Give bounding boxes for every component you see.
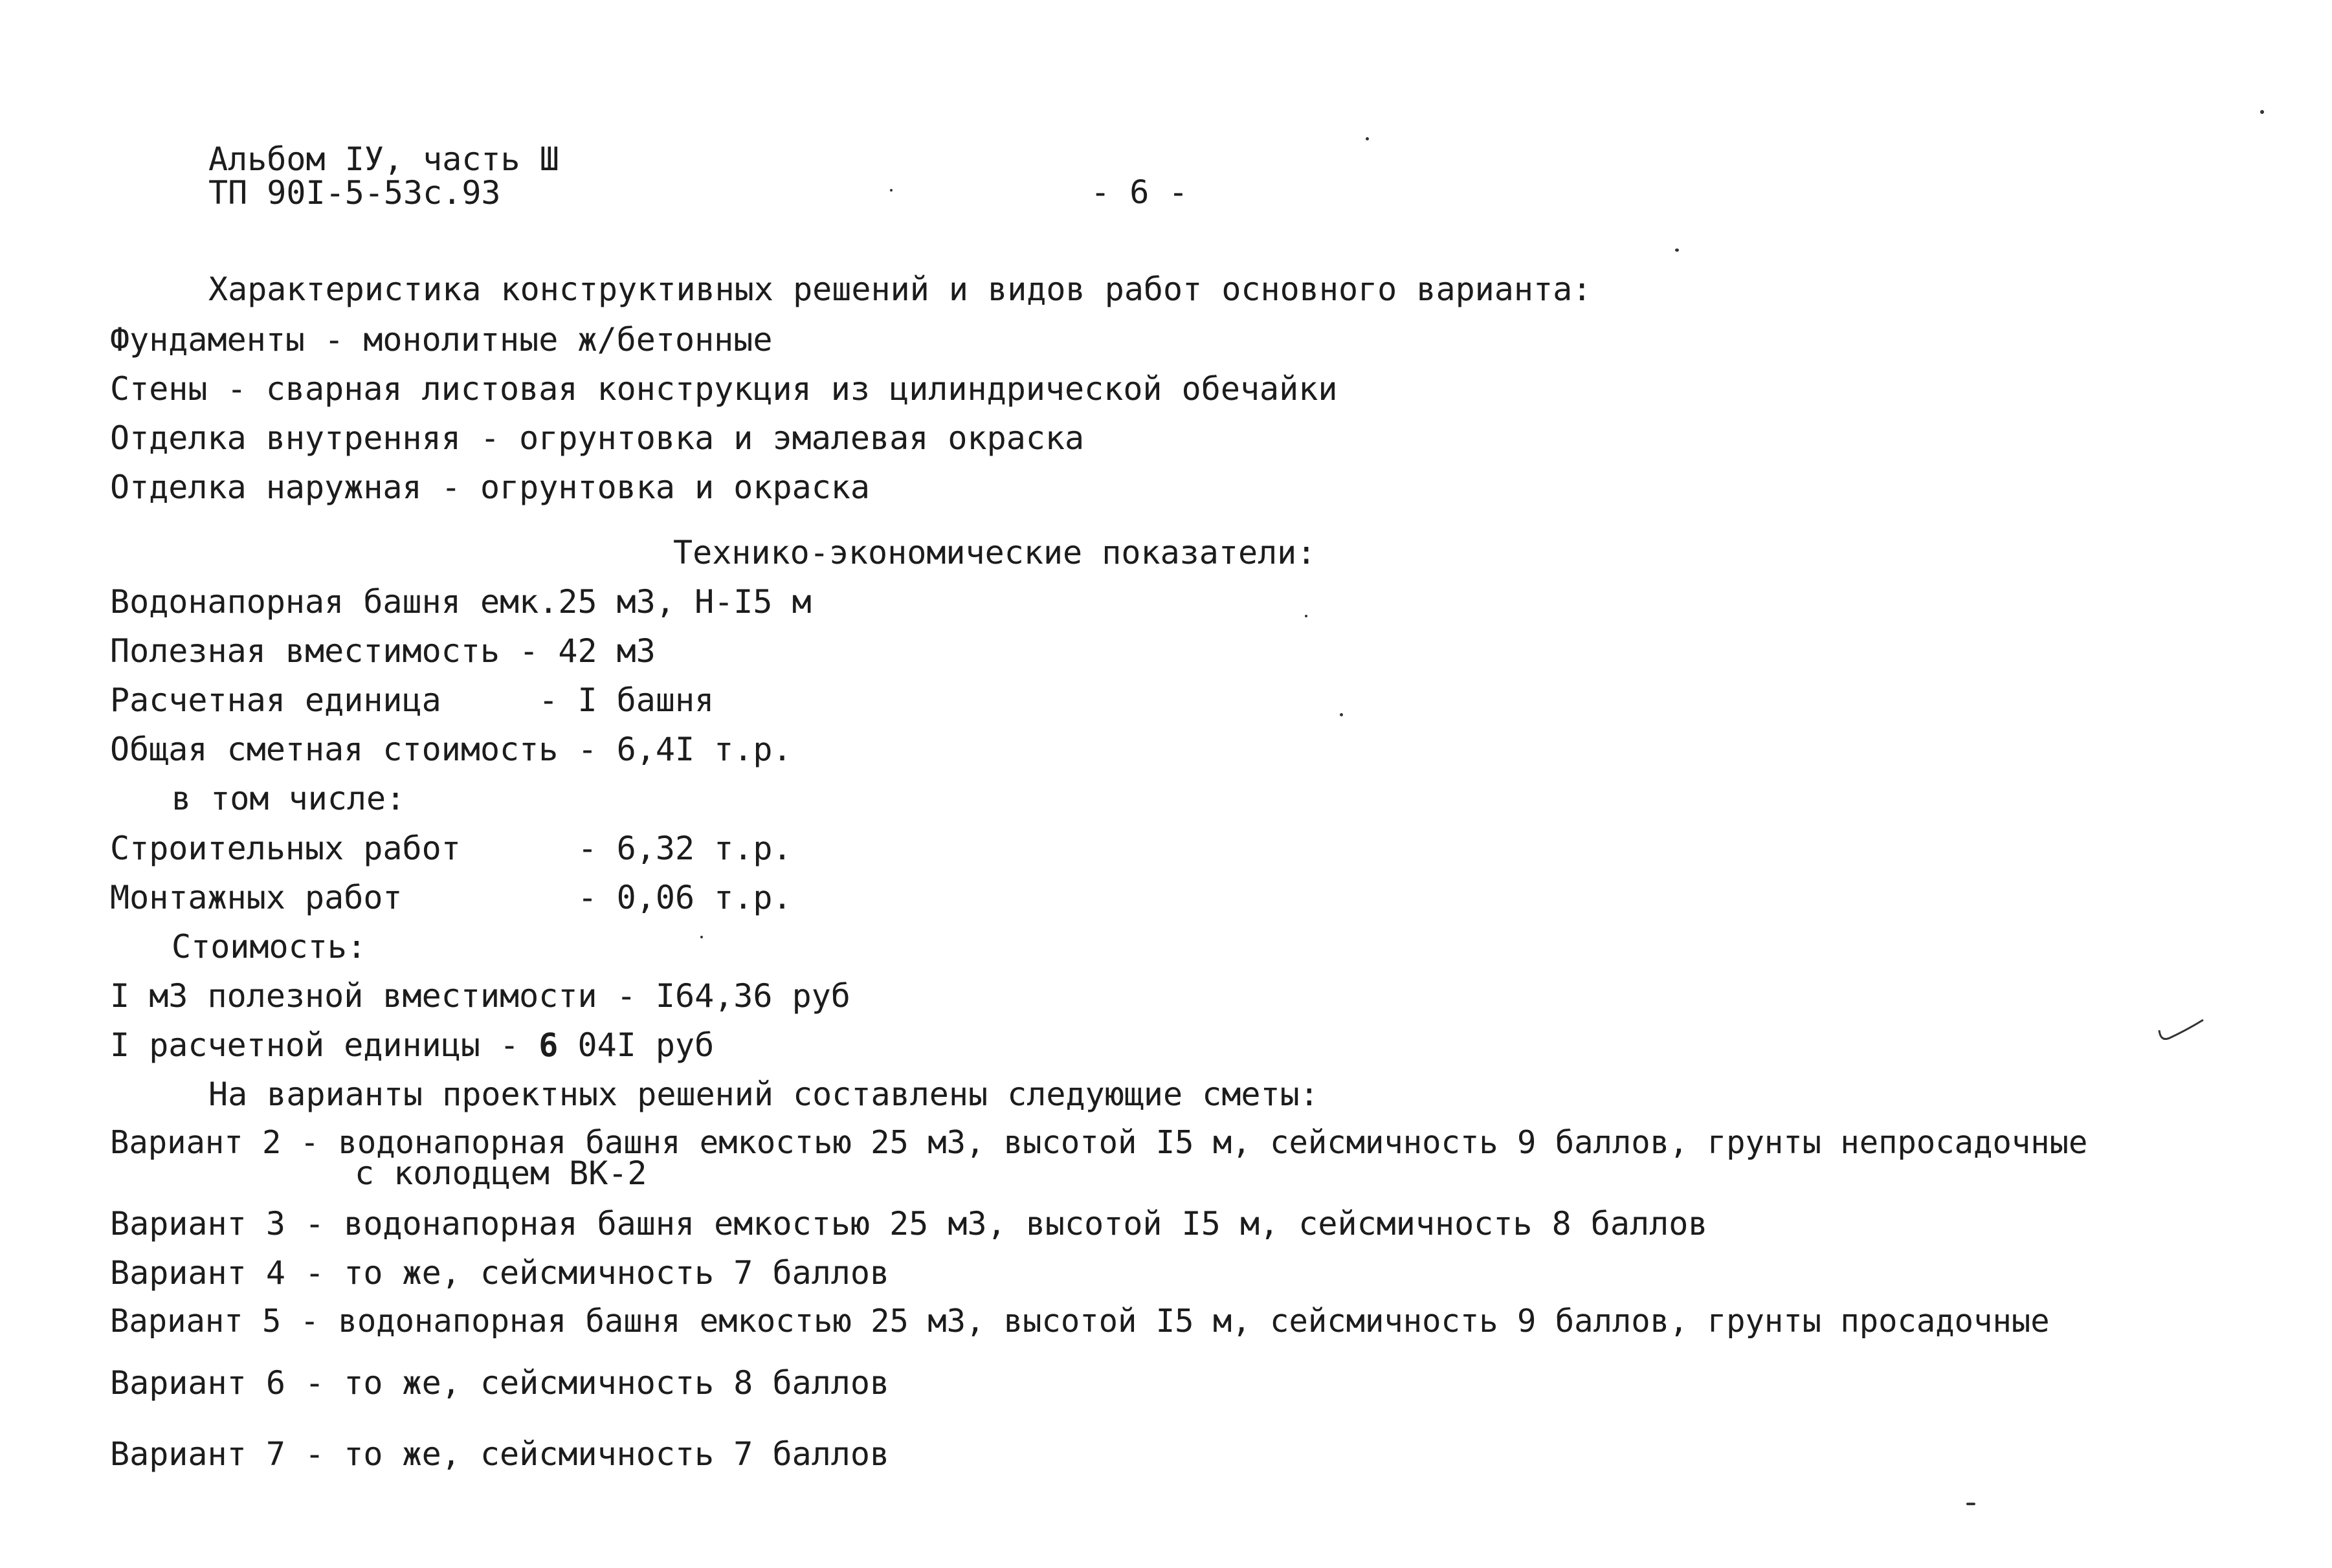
scan-speck [1305, 615, 1307, 617]
variant-5: Вариант 5 - водонапорная башня емкостью 25 м3, высотой I5 м, сейсмичность 9 баллов, грунты просадочные [110, 1303, 2050, 1340]
scan-speck [2260, 110, 2264, 114]
tower-spec: Водонапорная башня емк.25 м3, Н-I5 м [110, 583, 812, 621]
characteristics-title: Характеристика конструктивных решений и видов работ основного варианта: [208, 271, 1592, 308]
variant-3: Вариант 3 - водонапорная башня емкостью 25 м3, высотой I5 м, сейсмичность 8 баллов [110, 1205, 1708, 1242]
variant-7: Вариант 7 - то же, сейсмичность 7 баллов [110, 1435, 890, 1473]
including-label: в том числе: [172, 780, 406, 817]
cost-per-unit [110, 1026, 715, 1064]
scan-speck [1366, 137, 1369, 140]
installation-cost: Монтажных работ - 0,06 т.р. [110, 879, 792, 916]
cost-per-m3: I м3 полезной вместимости - I64,36 руб [110, 977, 850, 1015]
useful-capacity: Полезная вместимость - 42 м3 [110, 632, 656, 670]
cost-per-unit-prefix: I расчетной единицы - [110, 1026, 539, 1064]
scan-speck [890, 189, 893, 192]
characteristics-item-outer-finish: Отделка наружная - огрунтовка и окраска [110, 469, 870, 506]
scan-speck [1340, 713, 1343, 716]
variant-2-line2: с колодцем ВК-2 [355, 1154, 647, 1192]
indicators-title: Технико-экономические показатели: [673, 534, 1316, 571]
variant-6: Вариант 6 - то же, сейсмичность 8 баллов [110, 1364, 890, 1402]
calc-unit: Расчетная единица - I башня [110, 681, 715, 719]
variant-4: Вариант 4 - то же, сейсмичность 7 баллов [110, 1254, 890, 1292]
page-number: - 6 - [1091, 173, 1188, 211]
scan-speck [700, 936, 703, 938]
cost-per-unit-bold: 6 [539, 1026, 559, 1064]
characteristics-item-walls: Стены - сварная листовая конструкция из цилиндрической обечайки [110, 370, 1338, 408]
estimates-title: На варианты проектных решений составлены следующие сметы: [208, 1076, 1319, 1113]
project-code: ТП 90I-5-53с.93 [208, 174, 501, 212]
scan-speck [1675, 248, 1679, 252]
cost-per-unit-suffix: 04I руб [558, 1026, 715, 1064]
cost-label: Стоимость: [172, 928, 367, 966]
characteristics-item-foundations: Фундаменты - монолитные ж/бетонные [110, 321, 773, 359]
total-cost: Общая сметная стоимость - 6,4I т.р. [110, 731, 792, 768]
construction-cost: Строительных работ - 6,32 т.р. [110, 830, 792, 867]
variant-2-line1: Вариант 2 - водонапорная башня емкостью 25 м3, высотой I5 м, сейсмичность 9 баллов, грунты непросадочные [110, 1124, 2088, 1161]
album-label: Альбом IУ, часть Ш [208, 140, 559, 178]
scan-speck [1966, 1503, 1975, 1505]
checkmark-icon [2155, 1016, 2207, 1055]
characteristics-item-inner-finish: Отделка внутренняя - огрунтовка и эмалевая окраска [110, 419, 1085, 457]
